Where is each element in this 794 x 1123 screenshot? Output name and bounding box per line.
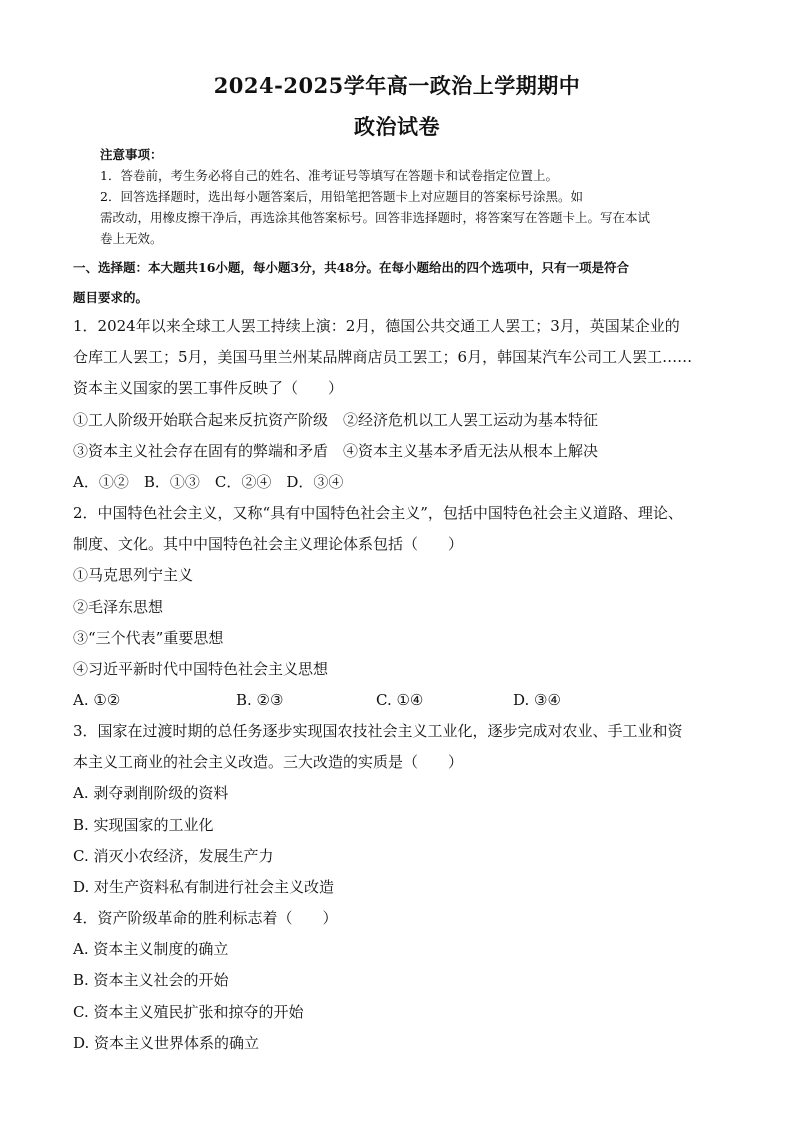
question-options: A．①② B．①③ C．②④ D．③④ <box>73 473 344 492</box>
section-line: 一、选择题：本大题共16小题，每小题3分，共48分。在每小题给出的四个选项中，只有一项是符合 <box>73 260 629 275</box>
question-3 <box>73 716 733 903</box>
question-stem-line: 1．2024年以来全球工人罢工持续上演：2月，德国公共交通工人罢工；3月，英国某企业的 <box>73 317 680 335</box>
question-2 <box>73 498 733 716</box>
option-d: D. 资本主义世界体系的确立 <box>73 1033 260 1052</box>
question-stem-line: 4．资产阶级革命的胜利标志着（ ） <box>73 909 338 927</box>
question-stem-line: 本主义工商业的社会主义改造。三大改造的实质是（ ） <box>73 753 464 772</box>
question-1 <box>73 311 733 498</box>
notes-item: 2．回答选择题时，选出每小题答案后，用铅笔把答题卡上对应题目的答案标号涂黑。如 <box>100 189 583 204</box>
option-d: D. ③④ <box>513 691 561 710</box>
option-d: D. 对生产资料私有制进行社会主义改造 <box>73 878 335 897</box>
question-item: ③资本主义社会存在固有的弊端和矛盾 ④资本主义基本矛盾无法从根本上解决 <box>73 441 599 460</box>
question-item: ③“三个代表”重要思想 <box>73 628 224 647</box>
question-item: ①工人阶级开始联合起来反抗资产阶级 ②经济危机以工人罢工运动为基本特征 <box>73 410 599 429</box>
question-item: ①马克思列宁主义 <box>73 566 194 585</box>
section-line: 题目要求的。 <box>73 290 149 305</box>
section-heading <box>73 253 733 313</box>
option-a: A. 剥夺剥削阶级的资料 <box>73 784 229 803</box>
question-stem-line: 仓库工人罢工；5月，美国马里兰州某品牌商店员工罢工；6月，韩国某汽车公司工人罢工…… <box>73 348 693 367</box>
question-options <box>73 685 733 716</box>
option-b: B. 资本主义社会的开始 <box>73 971 229 990</box>
question-item: ④习近平新时代中国特色社会主义思想 <box>73 660 329 679</box>
option-a: A. ①② <box>73 691 121 710</box>
question-stem-line: 制度、文化。其中中国特色社会主义理论体系包括（ ） <box>73 535 464 554</box>
notes-item: 卷上无效。 <box>100 231 163 246</box>
question-stem-line: 2．中国特色社会主义，又称“具有中国特色社会主义”，包括中国特色社会主义道路、理论、 <box>73 504 683 522</box>
option-c: C. 资本主义殖民扩张和掠夺的开始 <box>73 1002 304 1021</box>
question-stem-line: 资本主义国家的罢工事件反映了（ ） <box>73 379 344 398</box>
option-b: B. ②③ <box>236 691 284 710</box>
exam-title: 2024-2025学年高一政治上学期期中 <box>213 73 581 98</box>
notes-item: 1．答卷前，考生务必将自己的姓名、准考证号等填写在答题卡和试卷指定位置上。 <box>100 168 558 183</box>
option-a: A. 资本主义制度的确立 <box>73 940 229 959</box>
option-c: C. ①④ <box>376 691 424 710</box>
question-4 <box>73 903 733 1059</box>
question-stem-line: 3．国家在过渡时期的总任务逐步实现国农技社会主义工业化，逐步完成对农业、手工业和资 <box>73 722 683 740</box>
option-b: B. 实现国家的工业化 <box>73 815 214 834</box>
notes-item: 需改动，用橡皮擦干净后，再选涂其他答案标号。回答非选择题时，将答案写在答题卡上。写在本试 <box>100 210 651 225</box>
option-c: C. 消灭小农经济，发展生产力 <box>73 846 274 865</box>
notes-block <box>100 144 730 249</box>
notes-heading: 注意事项： <box>100 147 163 162</box>
exam-subtitle: 政治试卷 <box>354 114 440 139</box>
question-item: ②毛泽东思想 <box>73 597 164 616</box>
